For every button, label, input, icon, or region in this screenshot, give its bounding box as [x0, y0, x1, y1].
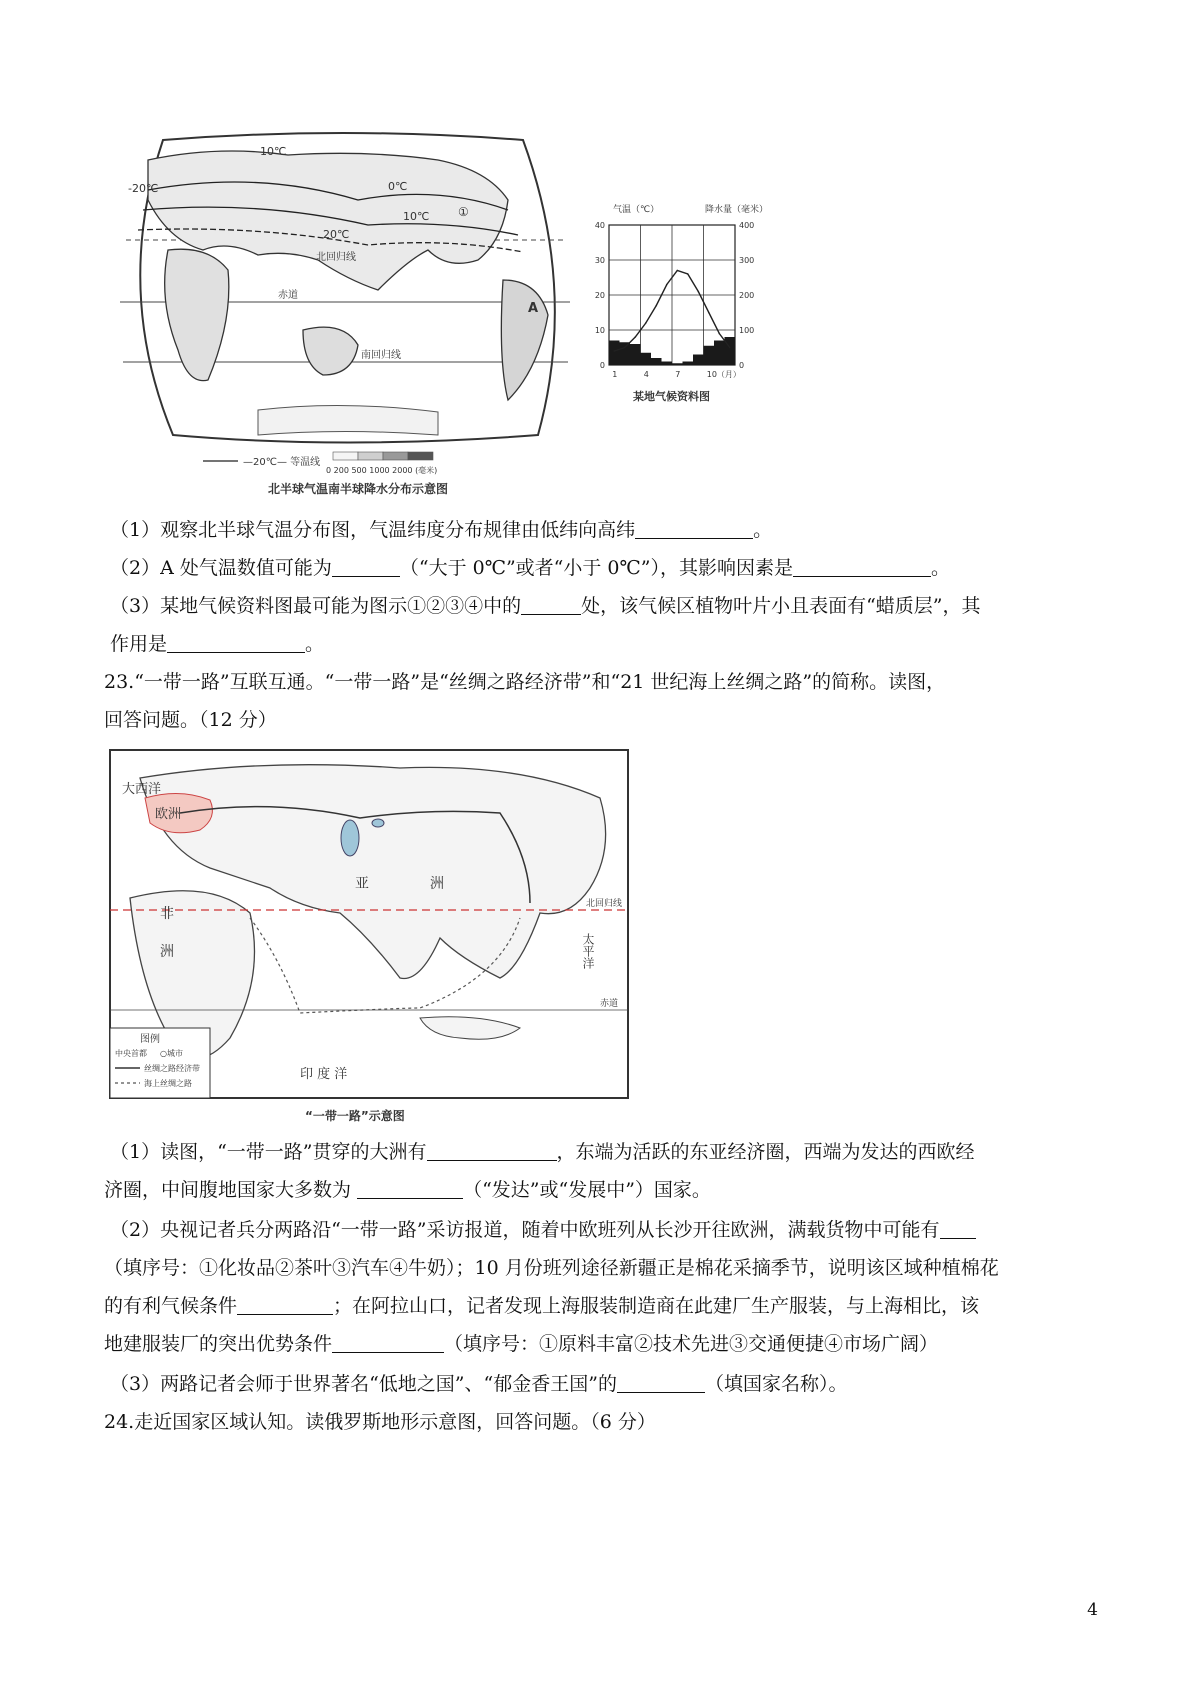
q23-intro-line2: 回答问题。（12 分） — [104, 709, 277, 731]
climate-left-tick: 40 — [594, 221, 605, 230]
q24-intro: 24.走近国家区域认知。读俄罗斯地形示意图，回答问题。（6 分） — [104, 1411, 656, 1433]
temperature-point — [687, 273, 689, 275]
fig2-asia-label-2: 洲 — [430, 876, 444, 892]
q22-p3-blank-2[interactable] — [167, 634, 305, 653]
q23-part2-line4 — [104, 1332, 938, 1356]
temperature-point — [624, 347, 626, 349]
figure1-precip-scale: 0 200 500 1000 2000 (毫米) — [326, 466, 438, 475]
q23-p1-text-b: ，东端为活跃的东亚经济圈，西端为发达的西欧经 — [556, 1141, 975, 1163]
fig2-legend-belt: 丝绸之路经济带 — [144, 1064, 200, 1073]
temperature-point — [634, 336, 636, 338]
q23-p2-blank-3[interactable] — [332, 1334, 444, 1353]
q23-p2-blank-1[interactable] — [940, 1220, 976, 1239]
temperature-point — [645, 322, 647, 324]
precip-bar — [662, 362, 673, 366]
q23-p1-blank-1[interactable] — [427, 1142, 557, 1161]
page-number: 4 — [1087, 1600, 1098, 1620]
q23-intro-line1: 23.“一带一路”互联互通。“一带一路”是“丝绸之路经济带”和“21 世纪海上丝绸之路”的简称。读图， — [104, 671, 946, 693]
climate-left-tick: 30 — [594, 256, 605, 265]
climate-chart — [585, 200, 785, 410]
fig2-legend-road: 海上丝绸之路 — [144, 1079, 192, 1088]
climate-left-axis-label: 气温（℃） — [613, 205, 660, 215]
fig2-africa-label-1: 非 — [160, 906, 174, 922]
fig2-tropic-label: 北回归线 — [586, 899, 623, 909]
fig2-indian-label: 印 度 洋 — [300, 1067, 348, 1082]
q22-p2-blank-2[interactable] — [793, 558, 931, 577]
climate-x-tick: 7 — [675, 370, 681, 379]
precip-bar — [620, 342, 631, 365]
fig2-legend-city: ○城市 — [160, 1049, 183, 1058]
iso-neg20-label: -20℃ — [128, 182, 159, 195]
climate-right-tick: 400 — [739, 221, 755, 230]
q23-part2-line2: （填序号：①化妆品②茶叶③汽车④牛奶）；10 月份班列途径新疆正是棉花采摘季节，说明该区域种植棉花 — [104, 1257, 999, 1279]
q22-p1-end: 。 — [753, 519, 773, 541]
q23-part2 — [110, 1218, 976, 1242]
climate-left-tick: 10 — [594, 326, 605, 335]
tropic-cancer-label: 北回归线 — [316, 252, 356, 263]
q23-p2-blank-2[interactable] — [237, 1296, 333, 1315]
iso-10-label: 10℃ — [403, 210, 430, 223]
q23-part2-line3 — [104, 1294, 979, 1318]
climate-x-tick: 1 — [612, 370, 618, 379]
precip-bar — [725, 337, 736, 365]
fig2-africa-label-2: 洲 — [160, 944, 174, 960]
figure1-caption: 北半球气温南半球降水分布示意图 — [268, 482, 449, 496]
climate-caption: 某地气候资料图 — [633, 390, 710, 403]
q22-part3-cont — [110, 632, 324, 656]
climate-right-tick: 200 — [739, 291, 755, 300]
q22-p2-text-a: （2）A 处气温数值可能为 — [110, 557, 332, 579]
q22-p3-text-a: （3）某地气候资料图最可能为图示①②③④中的 — [110, 595, 522, 617]
precip-bar — [704, 346, 715, 365]
fig2-legend-title: 图例 — [140, 1034, 160, 1045]
climate-right-axis-label: 降水量（毫米） — [705, 205, 769, 215]
precip-bar — [609, 341, 620, 366]
q22-p1-text: （1）观察北半球气温分布图，气温纬度分布规律由低纬向高纬 — [110, 519, 636, 541]
q22-part1 — [110, 518, 772, 542]
q22-p2-text-b: （“大于 0℃”或者“小于 0℃”），其影响因素是 — [399, 557, 793, 579]
q22-p3-text-b: 处，该气候区植物叶片小且表面有“蜡质层”，其 — [581, 595, 981, 617]
q23-p3-blank[interactable] — [617, 1374, 705, 1393]
temperature-point — [666, 284, 668, 286]
iso-0-label: 0℃ — [388, 180, 408, 193]
precip-bar — [651, 358, 662, 365]
precip-bar — [693, 355, 704, 366]
q23-p1-blank-2[interactable] — [357, 1180, 463, 1199]
q22-part2 — [110, 556, 950, 580]
iso-neg10-label: -10℃ — [256, 145, 287, 158]
climate-right-tick: 0 — [739, 361, 745, 370]
climate-x-tick: 10（月） — [706, 370, 741, 379]
temperature-point — [613, 350, 615, 352]
figure1-isotherm-legend: —20℃— 等温线 — [243, 457, 321, 468]
fig2-atlantic-label: 大西洋 — [122, 782, 162, 797]
q23-p3-text-b: （填国家名称）。 — [704, 1373, 848, 1395]
q22-p3-blank-1[interactable] — [521, 596, 581, 615]
climate-x-tick: 4 — [643, 370, 649, 379]
figure2-caption: “一带一路”示意图 — [305, 1109, 405, 1123]
q22-p1-blank[interactable] — [635, 520, 753, 539]
q23-p1-text-a: （1）读图，“一带一路”贯穿的大洲有 — [110, 1141, 427, 1163]
q23-part1-cont — [104, 1178, 711, 1202]
q22-p2-blank-1[interactable] — [332, 558, 400, 577]
climate-left-tick: 20 — [594, 291, 605, 300]
temperature-point — [655, 305, 657, 307]
temperature-point — [676, 270, 678, 272]
q22-p3-end: 。 — [305, 633, 325, 655]
tropic-capricorn-label: 南回归线 — [361, 350, 401, 361]
q23-p2-text-d: ；在阿拉山口，记者发现上海服装制造商在此建厂生产服装，与上海相比，该 — [333, 1295, 980, 1317]
point-1-label: ① — [458, 205, 469, 219]
q23-part3 — [110, 1372, 847, 1396]
fig2-asia-label-1: 亚 — [355, 876, 369, 892]
q23-p1-text-d: （“发达”或“发展中”）国家。 — [463, 1179, 711, 1201]
q23-p3-text-a: （3）两路记者会师于世界著名“低地之国”、“郁金香王国”的 — [110, 1373, 617, 1395]
point-a-label: A — [528, 301, 539, 316]
q23-p2-text-a: （2）央视记者兵分两路沿“一带一路”采访报道，随着中欧班列从长沙开往欧洲，满载货物中可能有 — [110, 1219, 940, 1241]
precip-bar — [683, 362, 694, 366]
iso-20-label: 20℃ — [323, 228, 350, 241]
precip-bar — [641, 353, 652, 365]
q22-p3-text-c: 作用是 — [110, 633, 168, 655]
q23-p1-text-c: 济圈，中间腹地国家大多数为 — [104, 1179, 352, 1201]
precip-bar — [672, 363, 683, 365]
fig2-pacific-label: 太平洋 — [581, 933, 595, 969]
world-climate-map — [108, 130, 578, 500]
q23-part1 — [110, 1140, 975, 1164]
q22-part3 — [110, 594, 981, 618]
q23-p2-text-c: 的有利气候条件 — [104, 1295, 238, 1317]
temperature-point — [729, 347, 731, 349]
climate-left-tick: 0 — [599, 361, 605, 370]
precip-bar — [630, 344, 641, 365]
fig2-equator-label: 赤道 — [600, 999, 619, 1009]
q23-p2-text-f: （填序号：①原料丰富②技术先进③交通便捷④市场广阔） — [444, 1333, 939, 1355]
equator-label: 赤道 — [278, 290, 298, 301]
precip-bar — [714, 341, 725, 366]
temperature-point — [718, 333, 720, 335]
q23-p2-text-e: 地建服装厂的突出优势条件 — [104, 1333, 333, 1355]
fig2-legend-capital: 中央首都 — [115, 1049, 147, 1058]
climate-right-tick: 300 — [739, 256, 755, 265]
temperature-point — [708, 312, 710, 314]
q22-p2-end: 。 — [930, 557, 950, 579]
fig2-europe-label: 欧洲 — [155, 807, 182, 822]
climate-right-tick: 100 — [739, 326, 755, 335]
temperature-point — [697, 291, 699, 293]
belt-road-map — [100, 738, 656, 1130]
